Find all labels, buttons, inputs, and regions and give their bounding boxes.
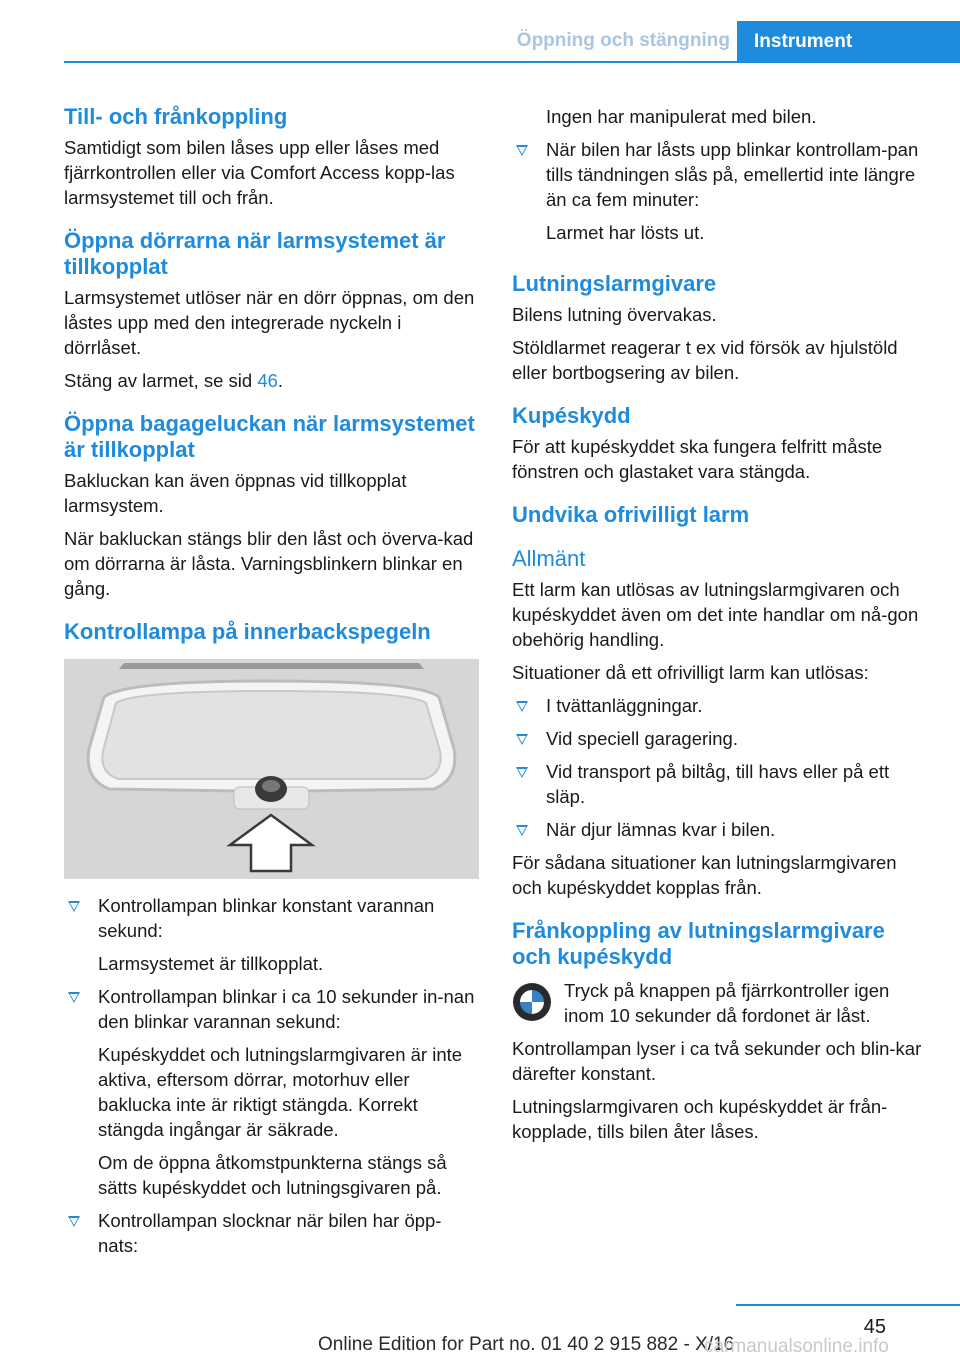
footer-rule <box>736 1304 960 1306</box>
paragraph: Larmsystemet utlöser när en dörr öppnas, om den låstes upp med den integrerade nyckeln i dörrlåset. <box>64 287 475 358</box>
section-title: Öppna bagageluckan när larmsystemet är tillkopplat <box>64 411 475 462</box>
paragraph: För att kupéskyddet ska fungera felfritt måste fönstren och glastaket vara stängda. <box>512 436 883 482</box>
paragraph: Situationer då ett ofrivilligt larm kan utlösas: <box>512 662 869 683</box>
bullet-triangle-icon <box>68 992 80 1003</box>
paragraph: Ett larm kan utlösas av lutningslarmgivaren och kupéskyddet även om det inte handlar om nå‐gon obehörig handling. <box>512 579 919 650</box>
bullet-text: Vid transport på biltåg, till havs eller på ett släp. <box>546 761 890 807</box>
instruction-text: Tryck på knappen på fjärrkontroller igen inom 10 sekunder då fordonet är låst. <box>564 980 890 1026</box>
bullet-text: I tvättanläggningar. <box>546 695 703 716</box>
bullet-item <box>64 893 479 943</box>
subsection-title: Allmänt <box>512 546 586 571</box>
bullet-text: Kontrollampan blinkar konstant varannan sekund: <box>98 895 435 941</box>
rearview-mirror-illustration <box>64 659 479 879</box>
bullet-triangle-icon <box>68 1216 80 1227</box>
section-title: Kupéskydd <box>512 403 631 428</box>
bullet-item <box>64 1208 479 1258</box>
bmw-logo-icon <box>512 982 552 1022</box>
list-item <box>512 759 928 809</box>
header-rule <box>64 61 960 63</box>
bullet-text: När djur lämnas kvar i bilen. <box>546 819 776 840</box>
list-item <box>512 817 928 842</box>
list-item <box>512 693 928 718</box>
text: Stäng av larmet, se sid <box>64 370 258 391</box>
paragraph: Stöldlarmet reagerar t ex vid försök av hjulstöld eller bortbogsering av bilen. <box>512 337 898 383</box>
bullet-text: Kontrollampan slocknar när bilen har öpp‐nats: <box>98 1210 442 1256</box>
section-title: Undvika ofrivilligt larm <box>512 502 750 527</box>
rearview-mirror-figure <box>64 659 479 879</box>
bullet-triangle-icon <box>68 901 80 912</box>
bullet-triangle-icon <box>516 767 528 778</box>
paragraph: Bilens lutning övervakas. <box>512 304 717 325</box>
page-number: 45 <box>863 1316 886 1338</box>
header-chapter-tab[interactable]: Instrument <box>737 21 960 63</box>
bullet-triangle-icon <box>516 145 528 156</box>
bullet-item <box>64 984 479 1034</box>
bullet-triangle-icon <box>516 701 528 712</box>
section-title: Lutningslarmgivare <box>512 271 717 296</box>
bullet-text: Vid speciell garagering. <box>546 728 738 749</box>
bullet-text: När bilen har låsts upp blinkar kontrollam‐pan tills tändningen slås på, emellertid inte längre än ca fem minuter: <box>546 139 919 210</box>
icon-instruction <box>512 978 928 1028</box>
paragraph: Bakluckan kan även öppnas vid tillkopplat larmsystem. <box>64 470 407 516</box>
header-section-title: Öppning och stängning <box>516 30 730 51</box>
section-title: Till- och frånkoppling <box>64 104 288 129</box>
page-link[interactable]: 46 <box>257 370 278 391</box>
section-title: Kontrollampa på innerbackspegeln <box>64 619 431 644</box>
bullet-subtext: Larmsystemet är tillkopplat. <box>98 953 324 974</box>
paragraph: För sådana situationer kan lutningslarmgivaren och kupéskyddet kopplas från. <box>512 852 897 898</box>
edition-text: Online Edition for Part no. 01 40 2 915 882 - X/16 <box>318 1334 735 1355</box>
bullet-subtext: Ingen har manipulerat med bilen. <box>546 106 817 127</box>
bullet-text: Kontrollampan blinkar i ca 10 sekunder in‐nan den blinkar varannan sekund: <box>98 986 475 1032</box>
bullet-subtext: Kupéskyddet och lutningslarmgivaren är inte aktiva, eftersom dörrar, motorhuv eller baklucka inte är riktigt stängda. Korrekt stängda ingångar är säkrade. <box>98 1044 463 1140</box>
bullet-item <box>512 137 928 212</box>
bullet-subtext: Om de öppna åtkomstpunkterna stängs så sätts kupéskyddet och lutningsgivaren på. <box>98 1152 447 1198</box>
paragraph: När bakluckan stängs blir den låst och överva‐kad om dörrarna är låsta. Varningsblinkern blinkar en gång. <box>64 528 474 599</box>
section-title: Frånkoppling av lutningslarmgivare och kupéskydd <box>512 918 885 969</box>
bullet-triangle-icon <box>516 734 528 745</box>
paragraph: Lutningslarmgivaren och kupéskyddet är från‐kopplade, tills bilen åter låses. <box>512 1096 888 1142</box>
paragraph: Kontrollampan lyser i ca två sekunder och blin‐kar därefter konstant. <box>512 1038 922 1084</box>
bullet-subtext: Larmet har lösts ut. <box>546 222 705 243</box>
paragraph: Samtidigt som bilen låses upp eller låses med fjärrkontrollen eller via Comfort Access kopp‐las larmsystemet till och från. <box>64 137 455 208</box>
watermark: carmanualsonline.info <box>704 1336 889 1357</box>
section-title: Öppna dörrarna när larmsystemet är tillkopplat <box>64 228 446 279</box>
list-item <box>512 726 928 751</box>
left-column <box>64 104 479 1266</box>
paragraph-with-link <box>64 368 479 393</box>
text: . <box>277 370 284 391</box>
bullet-triangle-icon <box>516 825 528 836</box>
right-column <box>512 104 928 1152</box>
